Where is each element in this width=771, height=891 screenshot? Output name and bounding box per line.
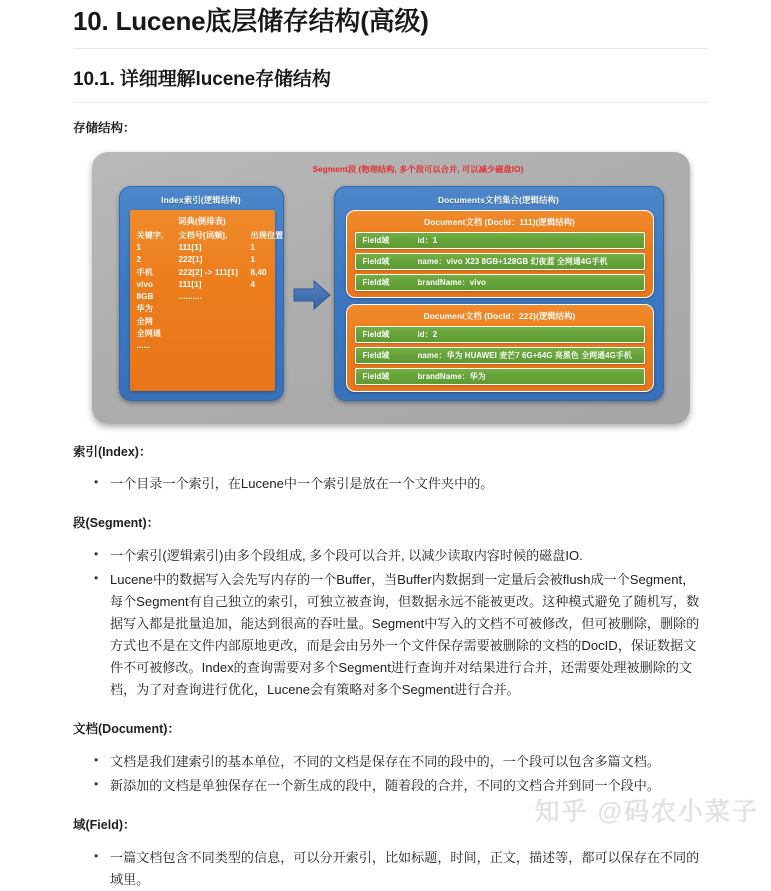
- field-label: Field域: [362, 329, 390, 339]
- field-label: Field域: [362, 371, 390, 381]
- dictionary-cell-keyword: 8GB: [136, 292, 154, 302]
- document-card: [346, 304, 654, 392]
- dictionary-cell-docid: [179, 340, 251, 352]
- dictionary-row: [137, 291, 275, 303]
- index-panel-title: Index索引(逻辑结构): [161, 194, 241, 205]
- dictionary-cell-position: 4: [250, 279, 256, 289]
- dictionary-cell-position: 8,40: [250, 267, 267, 277]
- list-field: [73, 847, 708, 891]
- field-label: Field域: [362, 350, 390, 360]
- dictionary-cell-keyword: vivo: [136, 279, 154, 289]
- dictionary-cell-keyword: ......: [136, 341, 151, 351]
- list-item: • Lucene中的数据写入会先写内存的一个Buffer，当Buffer内数据到一定量后会被flush成一个Segment，每个Segment有自己独立的索引，可独立被查询，但数据永远不能被更改。这种模式避免了随机写，数据写入都是批量追加，能达到很高的吞吐量。Segment中写入的文档不可被修改，但可被删除，删除的方式也不是在文件内部原地更改，而是会由另外一个文件保存需要被删除的文档的DocID，保证数据文件不可被修改。Index的查询需要对多个Segment进行查询并对结果进行合并，还需要处理被删除的文档，为了对查询进行优化，Lucene会有策略对多个Segment进行合并。: [108, 569, 708, 701]
- document-page: [0, 5, 771, 891]
- dictionary-header-position: 出现位置: [250, 230, 284, 240]
- dictionary-cell-docid: 111[1]: [178, 279, 202, 289]
- dictionary-row: [137, 267, 275, 279]
- dictionary-cell-keyword: 华为: [136, 304, 153, 314]
- lucene-storage-diagram-container: [73, 152, 708, 424]
- page-title: 10. Lucene底层储存结构(高级): [73, 5, 708, 49]
- dictionary-row: [137, 316, 275, 328]
- document-card: [346, 210, 654, 298]
- dictionary-cell-keyword: 1: [136, 243, 142, 252]
- section-label-index: 索引(Index)：: [73, 444, 152, 459]
- dictionary-row: [137, 303, 275, 315]
- flow-arrow-icon: [292, 278, 332, 312]
- dictionary-header-keyword: 关键字,: [136, 230, 164, 240]
- section-label-segment: 段(Segment)：: [73, 516, 160, 531]
- field-value: id：1: [417, 235, 438, 245]
- dictionary-title: 词典(倒排表): [178, 215, 226, 226]
- watermark: 知乎 @码农小菜子: [534, 798, 759, 826]
- list-item: • 一个索引(逻辑索引)由多个段组成, 多个段可以合并, 以减少读取内容时候的磁盘IO.: [108, 545, 708, 567]
- field-value: id：2: [417, 329, 438, 339]
- dictionary-cell-keyword: 2: [136, 255, 142, 265]
- field-label: Field域: [362, 277, 390, 287]
- dictionary-cell-keyword: 全网: [136, 316, 153, 326]
- section-label-field: 域(Field)：: [73, 817, 136, 832]
- dictionary-row: [137, 340, 275, 352]
- dictionary-cell-docid: 111[1]: [178, 243, 202, 252]
- dictionary-cell-position: 1: [250, 255, 256, 265]
- list-item: • 新添加的文档是单独保存在一个新生成的段中，随着段的合并，不同的文档合并到同一个段中。: [108, 775, 708, 797]
- field-label: Field域: [362, 256, 390, 266]
- dictionary-cell-docid: [179, 303, 251, 315]
- document-card-title: Document文档 (DocId：111)(逻辑结构): [424, 216, 575, 227]
- list-document: [73, 751, 708, 797]
- documents-panel-title: Documents文档集合(逻辑结构): [437, 194, 560, 205]
- list-item: • 一个目录一个索引，在Lucene中一个索引是放在一个文件夹中的。: [108, 473, 708, 495]
- index-panel: [119, 186, 284, 401]
- dictionary-cell-docid: 222[2] -> 111[1]: [178, 267, 238, 277]
- list-index: [73, 473, 708, 495]
- dictionary-row: [137, 279, 275, 291]
- document-card-title: Document文档 (DocId：222)(逻辑结构): [423, 310, 576, 321]
- dictionary-box: [130, 210, 284, 391]
- storage-structure-label: 存储结构：: [73, 120, 136, 135]
- field-row: [355, 326, 645, 343]
- list-segment: [73, 545, 708, 701]
- field-value: name：华为 HUAWEI 麦芒7 6G+64G 亮黑色 全网通4G手机: [417, 350, 632, 360]
- section-heading: 10.1. 详细理解lucene存储结构: [73, 68, 708, 103]
- field-value: name：vivo X23 8GB+128GB 幻夜蓝 全网通4G手机: [417, 256, 608, 266]
- dictionary-cell-keyword: 手机: [136, 267, 153, 277]
- dictionary-cell-docid: 222[1]: [178, 255, 203, 265]
- dictionary-row: [137, 254, 275, 266]
- field-row: [355, 347, 645, 364]
- dictionary-row: [137, 328, 275, 340]
- field-row: [355, 274, 645, 291]
- dictionary-header-docid: 文档号[词频],: [178, 230, 228, 240]
- dictionary-table: [130, 230, 284, 353]
- dictionary-row: [137, 242, 275, 254]
- field-row: [355, 368, 645, 385]
- dictionary-cell-docid: ..........: [178, 292, 202, 302]
- documents-panel: [334, 186, 664, 401]
- lucene-storage-diagram: [92, 152, 690, 424]
- dictionary-cell-position: 1: [250, 243, 256, 252]
- field-row: [355, 232, 645, 249]
- dictionary-cell-docid: [179, 328, 251, 340]
- dictionary-cell-docid: [179, 316, 251, 328]
- section-label-document: 文档(Document)：: [73, 722, 180, 737]
- list-item: • 一篇文档包含不同类型的信息，可以分开索引，比如标题，时间，正文，描述等，都可以保存在不同的域里。: [108, 847, 708, 891]
- segment-caption: Segment段 (物理结构, 多个段可以合并, 可以减少磁盘IO): [312, 164, 524, 174]
- field-row: [355, 253, 645, 270]
- field-value: brandName：vivo: [417, 277, 486, 287]
- dictionary-header-row: [136, 230, 284, 242]
- field-label: Field域: [362, 235, 390, 245]
- field-value: brandName：华为: [417, 371, 486, 381]
- list-item: • 文档是我们建索引的基本单位，不同的文档是保存在不同的段中的，一个段可以包含多篇文档。: [108, 751, 708, 773]
- dictionary-cell-keyword: 全网通: [136, 329, 162, 339]
